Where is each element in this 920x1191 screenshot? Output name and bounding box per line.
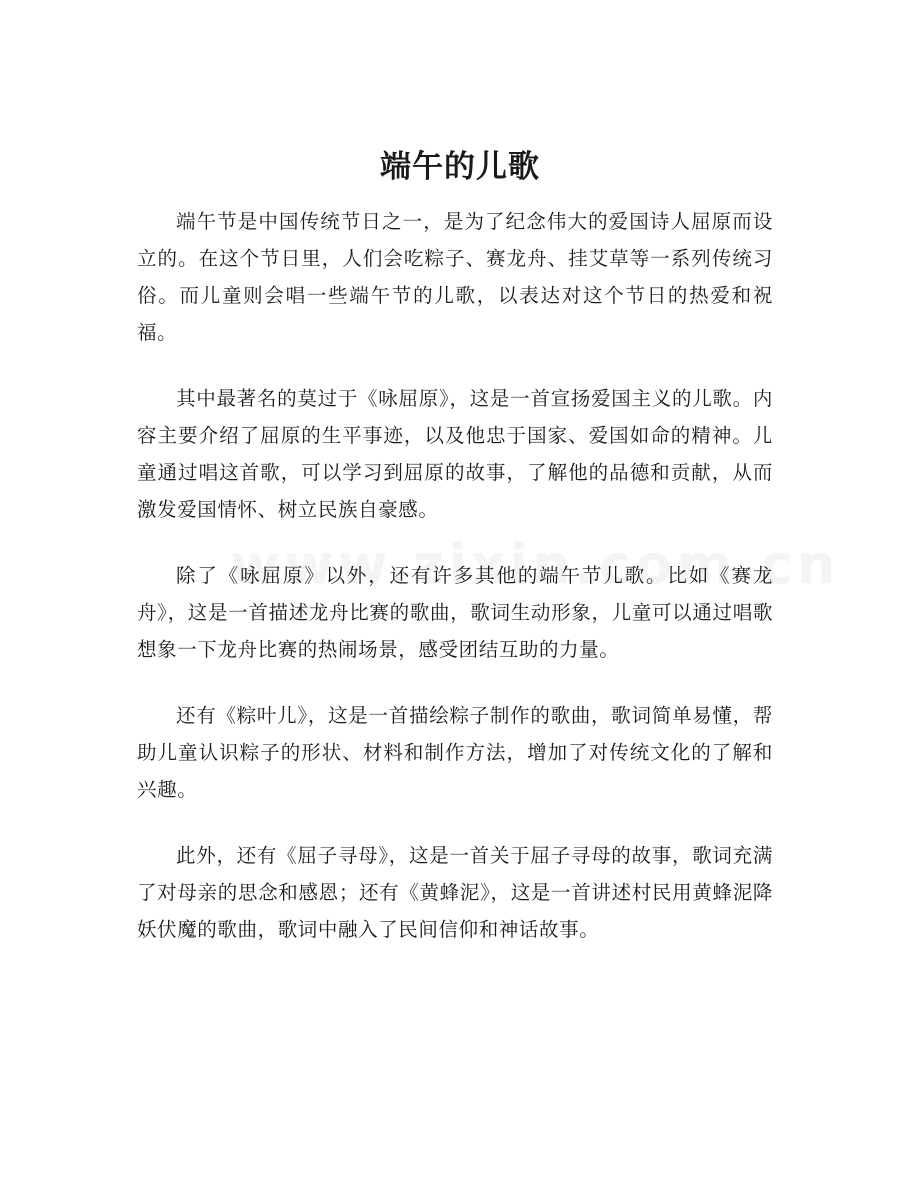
paragraph-zong-ye-er: 还有《粽叶儿》，这是一首描绘粽子制作的歌曲，歌词简单易懂，帮助儿童认识粽子的形状、材料和制作方法，增加了对传统文化的了解和兴趣。 — [137, 704, 773, 801]
document-body — [137, 203, 773, 977]
paragraph-intro: 端午节是中国传统节日之一，是为了纪念伟大的爱国诗人屈原而设立的。在这个节日里，人们会吃粽子、赛龙舟、挂艾草等一系列传统习俗。而儿童则会唱一些端午节的儿歌，以表达对这个节日的热爱和祝福。 — [137, 210, 773, 344]
paragraph-yong-qu-yuan: 其中最著名的莫过于《咏屈原》，这是一首宣扬爱国主义的儿歌。内容主要介绍了屈原的生平事迹，以及他忠于国家、爱国如命的精神。儿童通过唱这首歌，可以学习到屈原的故事，了解他的品德和贡献，从而激发爱国情怀、树立民族自豪感。 — [137, 387, 773, 521]
document-title: 端午的儿歌 — [380, 149, 540, 185]
paragraph-sai-long-zhou: 除了《咏屈原》以外，还有许多其他的端午节儿歌。比如《赛龙舟》，这是一首描述龙舟比赛的歌曲，歌词生动形象，儿童可以通过唱歌想象一下龙舟比赛的热闹场景，感受团结互助的力量。 — [137, 564, 773, 661]
paragraph-other-songs: 此外，还有《屈子寻母》，这是一首关于屈子寻母的故事，歌词充满了对母亲的思念和感恩；还有《黄蜂泥》，这是一首讲述村民用黄蜂泥降妖伏魔的歌曲，歌词中融入了民间信仰和神话故事。 — [137, 844, 773, 941]
